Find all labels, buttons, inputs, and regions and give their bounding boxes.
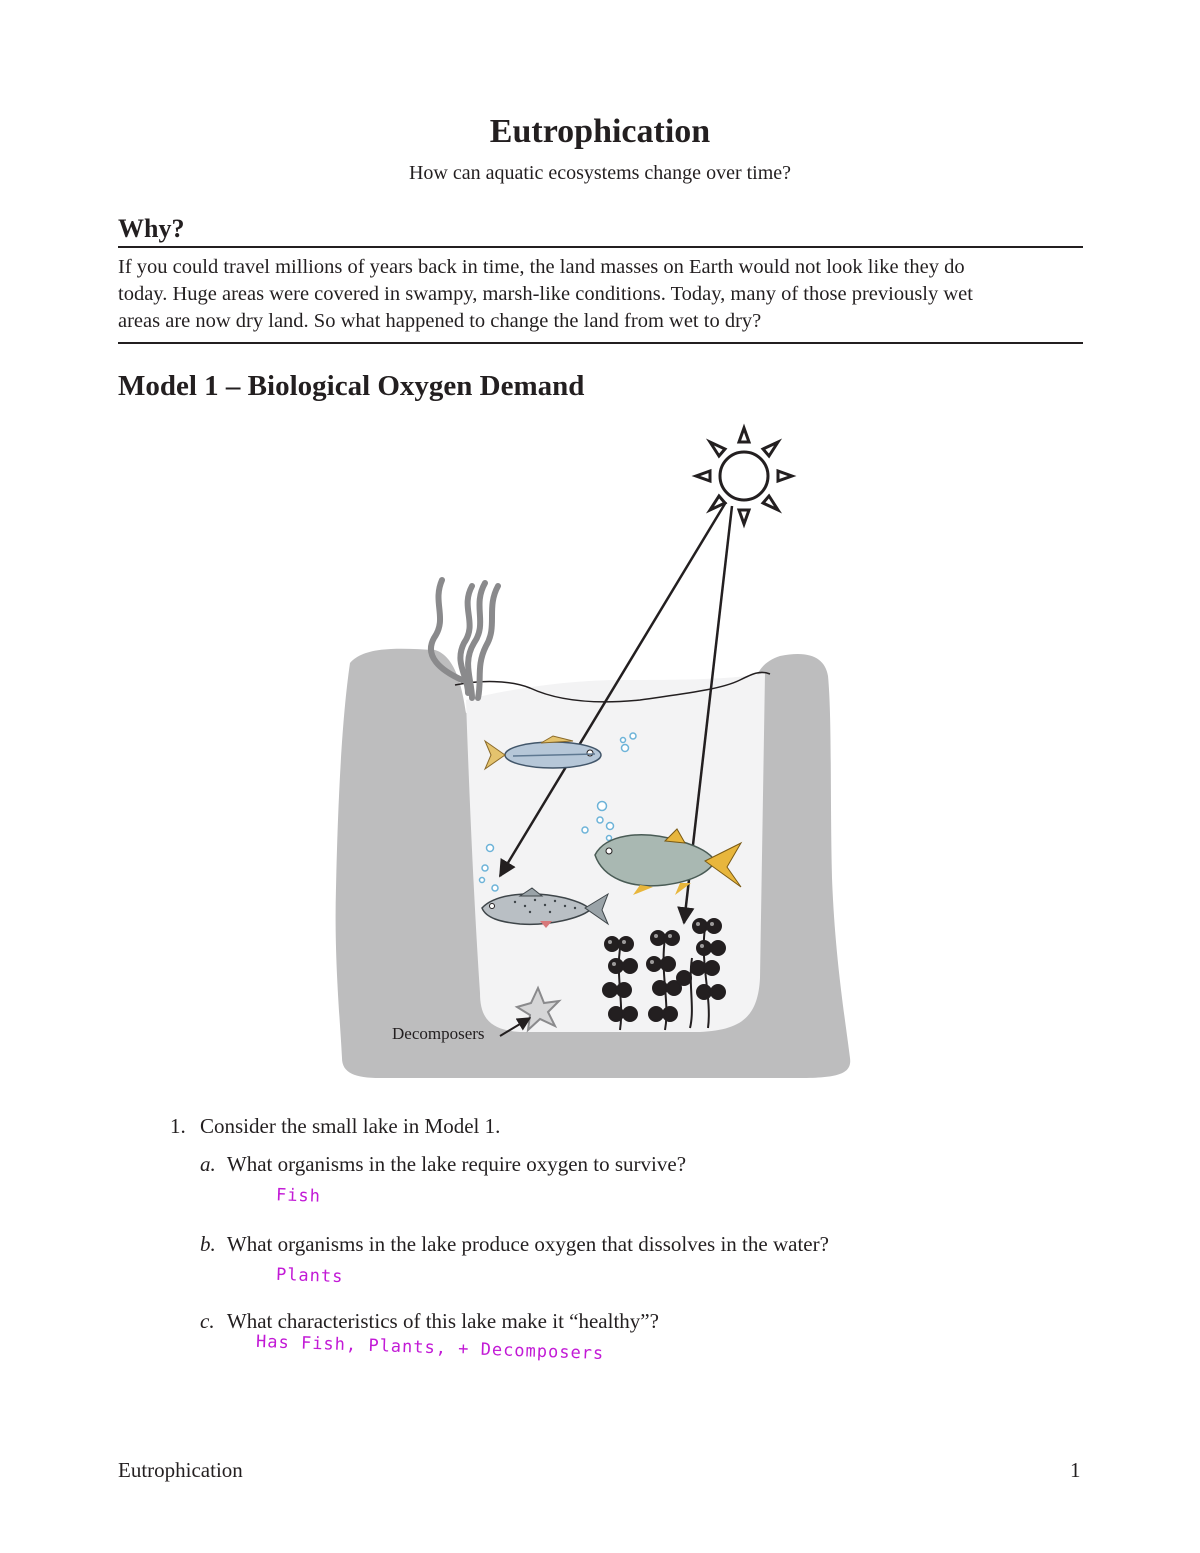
question-1a bbox=[200, 1152, 686, 1177]
question-letter: b. bbox=[200, 1232, 216, 1256]
page-subtitle: How can aquatic ecosystems change over time? bbox=[408, 162, 792, 184]
lake-diagram bbox=[320, 418, 880, 1083]
question-1c bbox=[200, 1309, 659, 1334]
why-top-rule bbox=[118, 246, 1083, 248]
answer-1a: Fish bbox=[275, 1185, 322, 1207]
question-text: Consider the small lake in Model 1. bbox=[200, 1114, 501, 1138]
model-heading: Model 1 – Biological Oxygen Demand bbox=[118, 370, 585, 402]
answer-1b: Plants bbox=[275, 1264, 344, 1288]
question-number: 1. bbox=[170, 1114, 186, 1138]
question-letter: c. bbox=[200, 1309, 215, 1333]
page-title: Eutrophication bbox=[489, 113, 711, 150]
question-1b bbox=[200, 1232, 829, 1257]
why-line: areas are now dry land. So what happened to change the land from wet to dry? bbox=[118, 310, 762, 332]
why-line: If you could travel millions of years back in time, the land masses on Earth would not look like they do bbox=[118, 256, 965, 278]
question-text: What characteristics of this lake make it “healthy”? bbox=[226, 1309, 659, 1333]
why-paragraph bbox=[118, 254, 1083, 335]
question-text: What organisms in the lake produce oxygen that dissolves in the water? bbox=[226, 1232, 829, 1256]
why-heading: Why? bbox=[118, 214, 185, 243]
question-text: What organisms in the lake require oxygen to survive? bbox=[226, 1152, 687, 1176]
question-letter: a. bbox=[200, 1152, 216, 1176]
why-line: today. Huge areas were covered in swampy, marsh-like conditions. Today, many of those previously wet bbox=[118, 283, 973, 305]
footer-title: Eutrophication bbox=[118, 1458, 243, 1482]
decomposers-label: Decomposers bbox=[392, 1024, 485, 1043]
answer-1c: Has Fish, Plants, + Decomposers bbox=[255, 1331, 605, 1365]
why-bottom-rule bbox=[118, 342, 1083, 344]
page-number: 1 bbox=[1070, 1458, 1081, 1482]
question-1 bbox=[170, 1114, 500, 1139]
sun-icon bbox=[696, 428, 792, 524]
